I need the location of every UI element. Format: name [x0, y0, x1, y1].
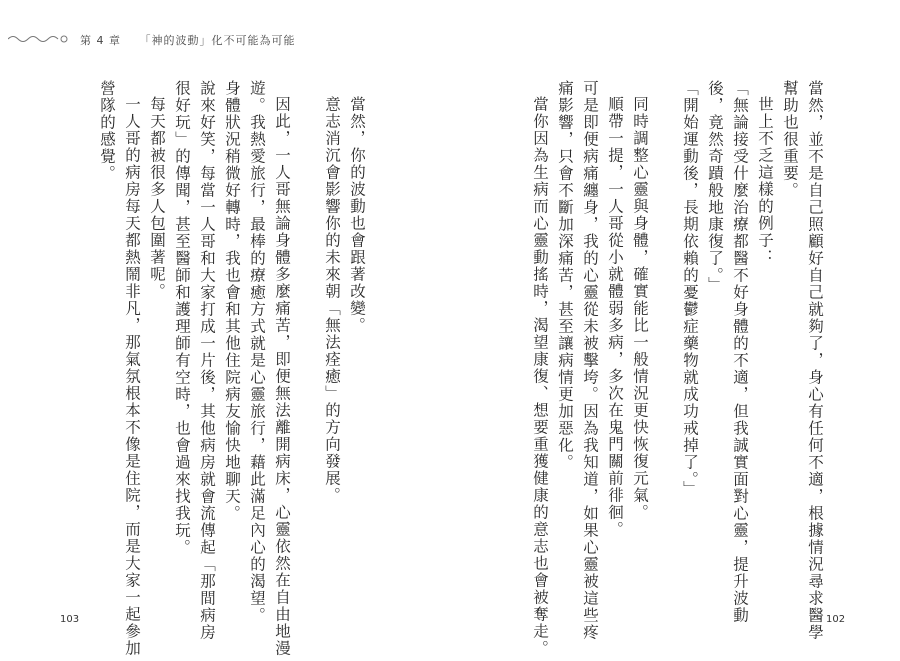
text-column: 身體狀況稍微好轉時，我也會和其他住院病友愉快地聊天。 [223, 80, 241, 522]
chapter-title: 「神的波動」化不可能為可能 [139, 34, 296, 47]
text-column: 同時調整心靈與身體，確實能比一般情況更快恢復元氣。 [631, 96, 649, 521]
text-column: 可是即便病痛纏身，我的心靈從未被擊垮。因為我知道，如果心靈被這些疼 [581, 80, 599, 641]
text-column: 後，竟然奇蹟般地康復了。」 [706, 80, 724, 294]
text-column: 「無論接受什麼治療都醫不好身體的不適，但我誠實面對心靈，提升波動 [731, 80, 749, 624]
text-column: 痛影響，只會不斷加深痛苦，甚至讓病情更加惡化。 [556, 80, 574, 471]
text-column: 每天都被很多人包圍著呢。 [148, 96, 166, 300]
chapter-number: 第 4 章 [80, 34, 121, 47]
text-column: 說來好笑，每當一人哥和大家打成一片後，其他病房就會流傳起「那間病房 [198, 80, 216, 641]
text-column: 當然，並不是自己照顧好自己就夠了，身心有任何不適，根據情況尋求醫學 [806, 80, 824, 641]
text-column: 遊。我熱愛旅行，最棒的療癒方式就是心靈旅行，藉此滿足內心的渴望。 [248, 80, 266, 624]
text-column: 順帶一提，一人哥從小就體弱多病，多次在鬼門關前徘徊。 [606, 96, 624, 538]
text-column: 因此，一人哥無論身體多麼痛苦，即便無法離開病床，心靈依然在自由地漫 [273, 96, 291, 657]
text-column: 當你因為生病而心靈動搖時，渴望康復、想要重獲健康的意志也會被奪走。 [531, 96, 549, 657]
text-column: 一人哥的病房每天都熱鬧非凡，那氣氛根本不像是住院，而是大家一起參加 [123, 96, 141, 657]
text-column: 世上不乏這樣的例子： [756, 96, 774, 266]
text-column: 當然，你的波動也會跟著改變。 [348, 96, 366, 334]
text-column: 很好玩」的傳聞，甚至醫師和護理師有空時，也會過來找我玩。 [173, 80, 191, 556]
page-number-left: 103 [60, 614, 80, 625]
text-column: 營隊的感覺。 [98, 80, 116, 182]
wave-ornament-icon [8, 33, 72, 45]
page-number-right: 102 [826, 614, 846, 625]
text-column: 幫助也很重要。 [781, 80, 799, 199]
text-column: 「開始運動後，長期依賴的憂鬱症藥物就成功戒掉了。」 [681, 80, 699, 498]
running-header [80, 32, 310, 48]
text-column: 意志消沉會影響你的未來朝「無法痊癒」的方向發展。 [323, 96, 341, 504]
